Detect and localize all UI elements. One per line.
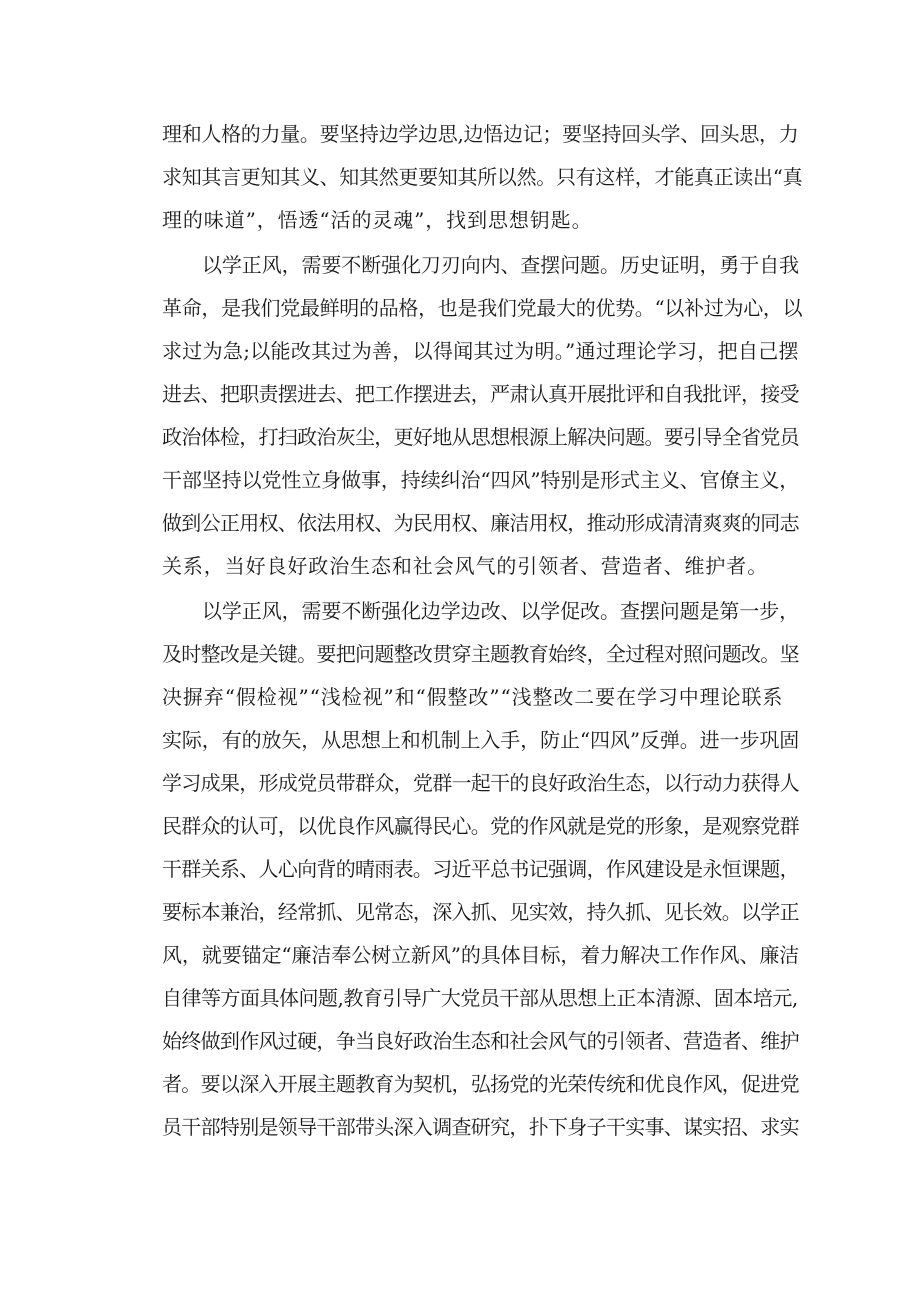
text-line: 关系，当好良好政治生态和社会风气的引领者、营造者、维护者。 (162, 554, 769, 578)
text-line: 学习成果，形成党员带群众，党群一起干的良好政治生态，以行动力获得人 (162, 771, 799, 795)
text-line: 要标本兼治，经常抓、见常态，深入抓、见实效，持久抓、见长效。以学正 (162, 900, 799, 924)
text-line: 民群众的认可，以优良作风赢得民心。党的作风就是党的形象，是观察党群 (162, 814, 799, 838)
text-line: 自律等方面具体问题,教育引导广大党员干部从思想上正本清源、固本培元, (162, 986, 798, 1010)
text-line: 以学正风，需要不断强化边学边改、以学促改。查摆问题是第一步， (202, 599, 799, 623)
text-line: 者。要以深入开展主题教育为契机，弘扬党的光荣传统和优良作风，促进党 (162, 1072, 799, 1096)
text-line: 干部坚持以党性立身做事，持续纠治“四风”特别是形式主义、官僚主义， (162, 468, 800, 492)
text-line: 干群关系、人心向背的晴雨表。习近平总书记强调，作风建设是永恒课题， (162, 857, 799, 881)
text-line: 风，就要锚定“廉洁奉公树立新风”的具体目标，着力解决工作作风、廉洁 (162, 943, 800, 967)
text-line: 做到公正用权、依法用权、为民用权、廉洁用权，推动形成清清爽爽的同志 (162, 511, 799, 535)
text-line: 及时整改是关键。要把问题整改贯穿主题教育始终，全过程对照问题改。坚 (162, 642, 799, 666)
text-line: 政治体检，打扫政治灰尘，更好地从思想根源上解决问题。要引导全省党员 (162, 425, 799, 449)
text-line: 理的味道”，悟透“活的灵魂”，找到思想钥匙。 (162, 208, 593, 232)
text-line: 以学正风，需要不断强化刀刃向内、查摆问题。历史证明，勇于自我 (202, 253, 799, 277)
text-line: 革命，是我们党最鲜明的品格，也是我们党最大的优势。“以补过为心，以 (162, 296, 803, 320)
text-line: 始终做到作风过硬，争当良好政治生态和社会风气的引领者、营造者、维护 (162, 1029, 799, 1053)
text-line: 求知其言更知其义、知其然更要知其所以然。只有这样，才能真正读出“真 (162, 165, 803, 189)
text-line: 决摒弃“假检视”“浅检视”和“假整改”“浅整改二要在学习中理论联系 (162, 685, 784, 709)
text-line: 实际，有的放矢，从思想上和机制上入手，防止“四风”反弹。进一步巩固 (162, 728, 800, 752)
text-line: 理和人格的力量。要坚持边学边思,边悟边记；要坚持回头学、回头思，力 (162, 122, 799, 146)
text-line: 员干部特别是领导干部带头深入调查研究，扑下身子干实事、谋实招、求实 (162, 1115, 799, 1139)
text-line: 求过为急;以能改其过为善，以得闻其过为明。”通过理论学习，把自己摆 (162, 339, 799, 363)
text-line: 进去、把职责摆进去、把工作摆进去，严肃认真开展批评和自我批评，接受 (162, 382, 799, 406)
